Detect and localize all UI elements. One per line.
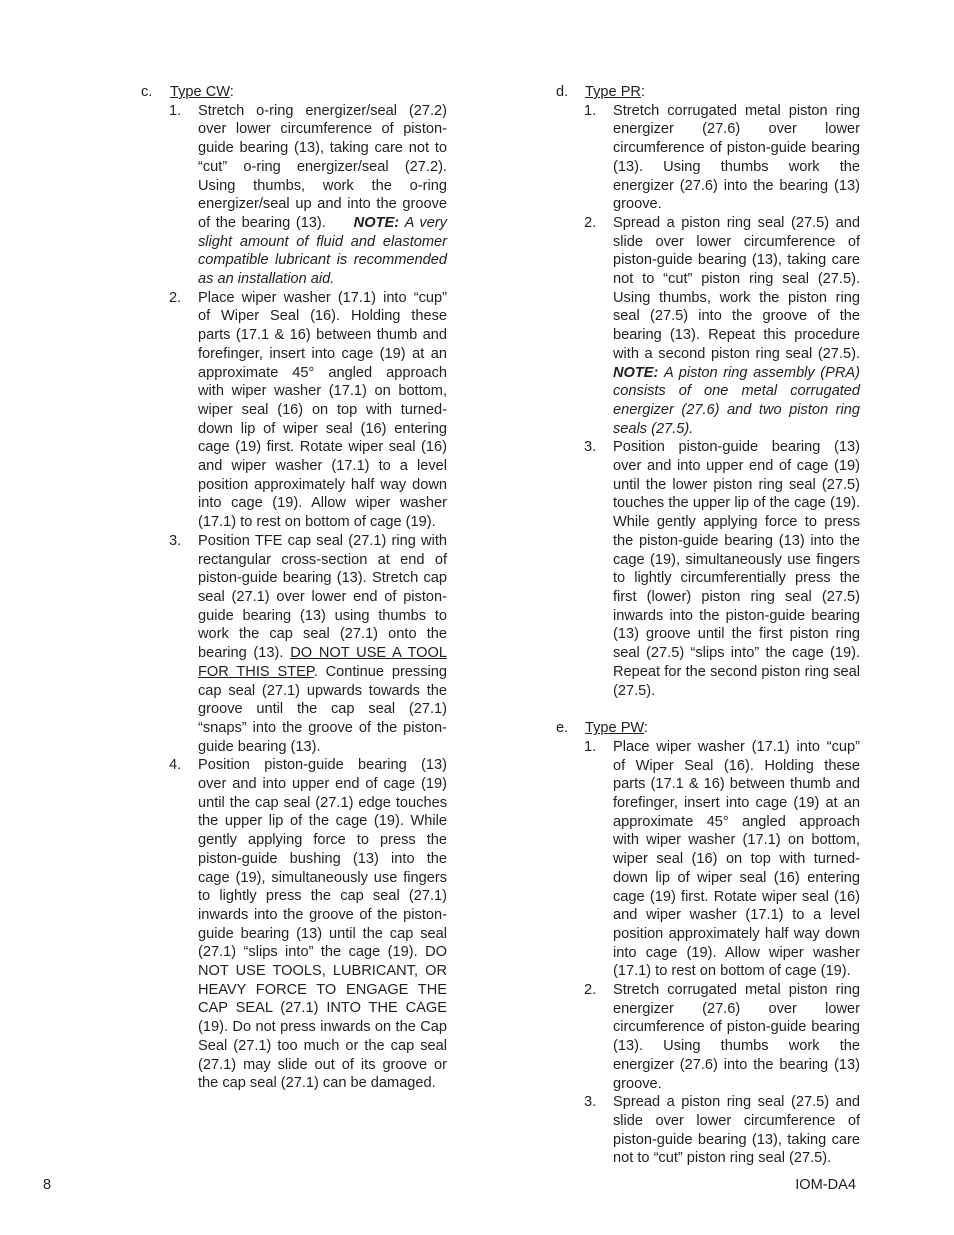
note-text: A piston ring assembly (PRA) consists of one metal corrugated energizer (27.6) and two piston ring seals (27.5).	[613, 364, 860, 437]
step-text: Position piston-guide bearing (13) over and into upper end of cage (19) until the cap seal (27.1) edge touches the upper lip of the cage (19). While gently applying force to press the piston-guide bushing (13) into the cage (19), simultaneously use fingers to lightly press the cap seal (27.1) inwards into the groove of the piston-guide bearing (13) until the cap seal (27.1) “slips into” the cage (19). DO NOT USE TOOLS, LUBRICANT, OR HEAVY FORCE TO ENGAGE THE CAP SEAL (27.1) INTO THE CAGE (19). Do not press inwards on the Cap Seal (27.1) too much or the cap seal (27.1) may slide out of its groove or the cap seal (27.1) can be damaged.	[198, 757, 447, 1092]
step-list	[556, 102, 860, 701]
step-number: 3.	[584, 439, 597, 456]
section-letter: c.	[141, 84, 153, 100]
step-text: Position TFE cap seal (27.1) ring with rectangular cross-section at end of piston-guide bearing (13). Stretch cap seal (27.1) over lower end of piston-guide bearing (13) using thumbs to work the cap seal (27.1) onto the bearing (13).	[198, 532, 447, 662]
section-type-cw	[141, 83, 447, 1093]
step-number: 2.	[169, 289, 182, 306]
note-text: A very slight amount of fluid and elastomer compatible lubricant is recommended as an installation aid.	[198, 214, 447, 288]
left-column	[141, 83, 447, 1093]
step-text: Spread a piston ring seal (27.5) and slide over lower circumference of piston-guide bearing (13), taking care not to “cut” piston ring seal (27.5). Using thumbs, work the piston ring seal (27.5) into the groove of the bearing (13). Repeat this procedure with a second piston ring seal (27.5).	[613, 214, 860, 362]
step-number: 2.	[584, 214, 597, 231]
step-text: Stretch corrugated metal piston ring energizer (27.6) over lower circumference of piston-guide bearing (13). Using thumbs work the energizer (27.6) into the bearing (13) groove.	[613, 102, 860, 213]
section-title: Type PR	[585, 84, 641, 100]
section-heading	[141, 83, 447, 102]
list-item	[556, 438, 860, 700]
section-heading	[556, 83, 860, 102]
step-text: Stretch o-ring energizer/seal (27.2) over lower circumference of piston-guide bearing (13), taking care not to “cut” o-ring energizer/seal (27.2). Using thumbs, work the o-ring energizer/seal up and into the groove of the bearing (13).	[198, 102, 447, 231]
section-type-pr	[556, 83, 860, 700]
step-text-continued: . Continue pressing cap seal (27.1) upwards towards the groove until the cap seal (27.1) “snaps” into the groove of the piston-guide bearing (13).	[198, 663, 447, 755]
section-colon: :	[229, 84, 234, 100]
section-heading	[556, 719, 860, 738]
step-number: 1.	[584, 738, 597, 755]
section-letter: d.	[556, 84, 569, 100]
section-letter: e.	[556, 720, 569, 737]
section-colon: :	[643, 720, 648, 737]
list-item	[141, 102, 447, 289]
step-text: Position piston-guide bearing (13) over and into upper end of cage (19) until the lower piston ring seal (27.5) touches the upper lip of the cage (19). While gently applying force to press the piston-guide bearing (13) into the cage (19), simultaneously use fingers to lightly circumferentially press the first (lower) piston ring seal (27.5) inwards into the piston-guide bearing (13) groove until the first piston ring seal (27.5) “slips into” the cage (19). Repeat for the second piston ring seal (27.5).	[613, 439, 860, 699]
step-text: Place wiper washer (17.1) into “cup” of Wiper Seal (16). Holding these parts (17.1 & 16) between thumb and forefinger, insert into cage (19) at an approximate 45° angled approach with wiper washer (17.1) on bottom, wiper seal (16) on top with turned-down lip of wiper seal (16) entering cage (19) first. Rotate wiper seal (16) and wiper washer (17.1) to a level position approximately half way down into cage (19). Allow wiper washer (17.1) to rest on bottom of cage (19).	[198, 289, 447, 531]
warning-underline: DO NOT USE A TOOL FOR THIS STEP	[198, 645, 447, 680]
list-item	[556, 214, 860, 438]
step-number: 4.	[169, 757, 182, 774]
page-number: 8	[43, 1177, 52, 1193]
step-number: 3.	[584, 1094, 597, 1111]
list-item	[556, 1093, 860, 1168]
step-number: 1.	[169, 102, 182, 119]
list-item	[556, 981, 860, 1093]
step-text: Place wiper washer (17.1) into “cup” of Wiper Seal (16). Holding these parts (17.1 & 16) between thumb and forefinger, insert into cage (19) at an approximate 45° angled approach with wiper washer (17.1) on bottom, wiper seal (16) on top with turned-down lip of wiper seal (16) entering cage (19) first. Rotate wiper seal (16) and wiper washer (17.1) to a level position approximately half way down into cage (19). Allow wiper washer (17.1) to rest on bottom of cage (19).	[613, 738, 860, 980]
step-text: Stretch corrugated metal piston ring energizer (27.6) over lower circumference of piston-guide bearing (13). Using thumbs work the energizer (27.6) into the bearing (13) groove.	[613, 982, 860, 1092]
step-list	[141, 102, 447, 1093]
list-item	[141, 289, 447, 532]
step-number: 1.	[584, 102, 597, 119]
note-label: NOTE:	[353, 214, 400, 231]
step-number: 2.	[584, 982, 597, 999]
list-item	[141, 756, 447, 1093]
list-item	[556, 102, 860, 214]
list-item	[141, 532, 447, 756]
section-colon: :	[640, 84, 646, 100]
section-spacer	[556, 700, 860, 719]
step-list	[556, 738, 860, 1168]
step-number: 3.	[169, 532, 182, 549]
section-type-pw	[556, 719, 860, 1168]
document-id: IOM-DA4	[795, 1177, 856, 1193]
note-label: NOTE:	[613, 364, 659, 381]
section-title: Type CW	[170, 84, 230, 100]
step-text: Spread a piston ring seal (27.5) and slide over lower circumference of piston-guide bearing (13), taking care not to “cut” piston ring seal (27.5).	[613, 1094, 860, 1167]
list-item	[556, 738, 860, 981]
section-title: Type PW	[585, 720, 644, 737]
right-column	[556, 83, 860, 1168]
